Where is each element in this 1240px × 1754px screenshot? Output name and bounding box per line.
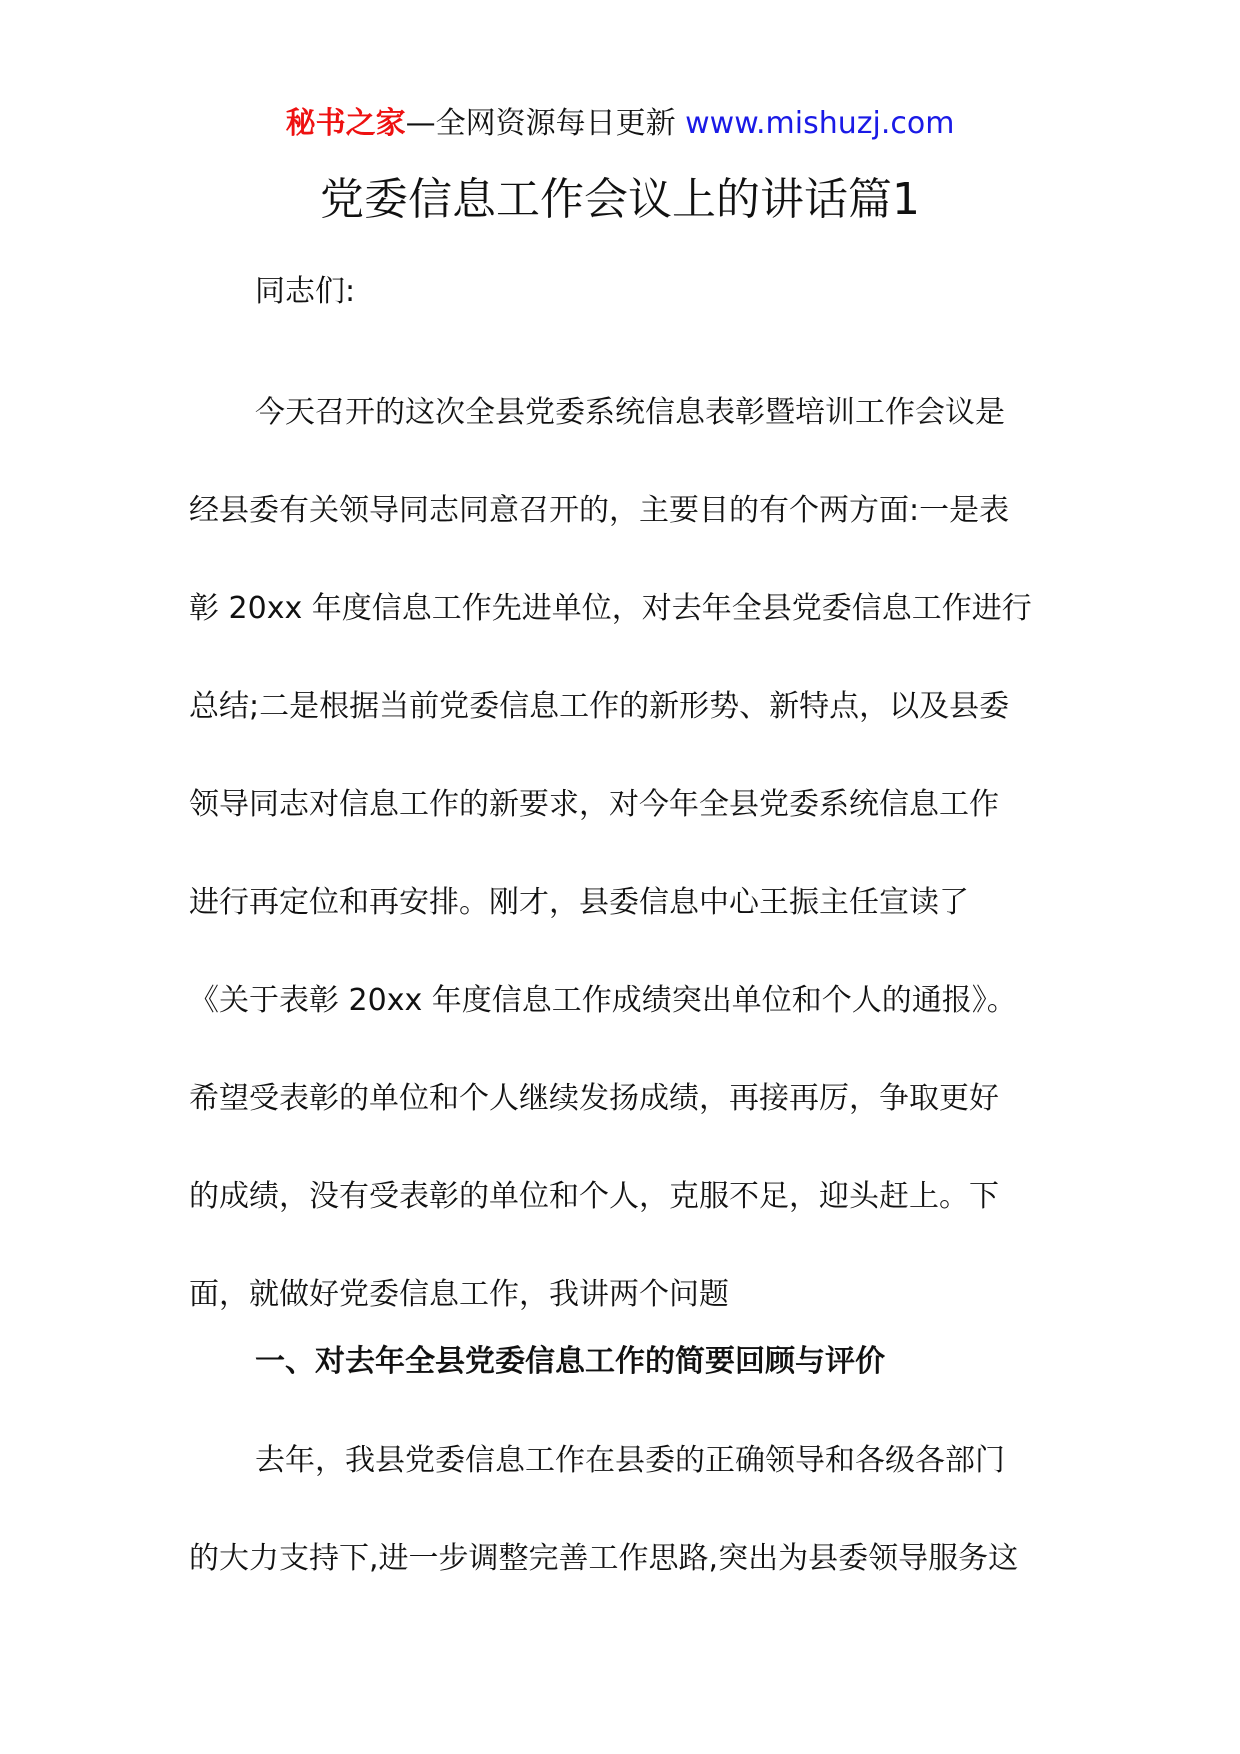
site-header xyxy=(0,102,1240,146)
salutation: 同志们: xyxy=(255,274,356,309)
document-title: 党委信息工作会议上的讲话篇1 xyxy=(320,174,920,225)
brand-name: 秘书之家 xyxy=(285,106,406,141)
paragraph-line: 希望受表彰的单位和个人继续发扬成绩，再接再厉，争取更好 xyxy=(189,1081,999,1116)
paragraph-line: 彰 20xx 年度信息工作先进单位，对去年全县党委信息工作进行 xyxy=(189,591,1032,626)
site-url-link[interactable]: www.mishuzj.com xyxy=(685,106,955,141)
section-heading-1: 一、对去年全县党委信息工作的简要回顾与评价 xyxy=(255,1344,885,1379)
paragraph-line: 今天召开的这次全县党委系统信息表彰暨培训工作会议是 xyxy=(255,395,1005,430)
paragraph-line: 的大力支持下,进一步调整完善工作思路,突出为县委领导服务这 xyxy=(189,1541,1019,1576)
paragraph-line: 的成绩，没有受表彰的单位和个人，克服不足，迎头赶上。下 xyxy=(189,1179,999,1214)
header-tagline: —全网资源每日更新 xyxy=(405,106,676,141)
paragraph-1 xyxy=(189,364,1059,1344)
paragraph-line: 领导同志对信息工作的新要求，对今年全县党委系统信息工作 xyxy=(189,787,999,822)
paragraph-line: 《关于表彰 20xx 年度信息工作成绩突出单位和个人的通报》。 xyxy=(189,983,1017,1018)
paragraph-line: 进行再定位和再安排。刚才，县委信息中心王振主任宣读了 xyxy=(189,885,969,920)
paragraph-line: 去年，我县党委信息工作在县委的正确领导和各级各部门 xyxy=(255,1443,1005,1478)
paragraph-line: 总结;二是根据当前党委信息工作的新形势、新特点，以及县委 xyxy=(189,689,1010,724)
paragraph-line: 经县委有关领导同志同意召开的，主要目的有个两方面:一是表 xyxy=(189,493,1010,528)
paragraph-2 xyxy=(189,1412,1059,1608)
paragraph-line: 面，就做好党委信息工作，我讲两个问题 xyxy=(189,1277,729,1312)
